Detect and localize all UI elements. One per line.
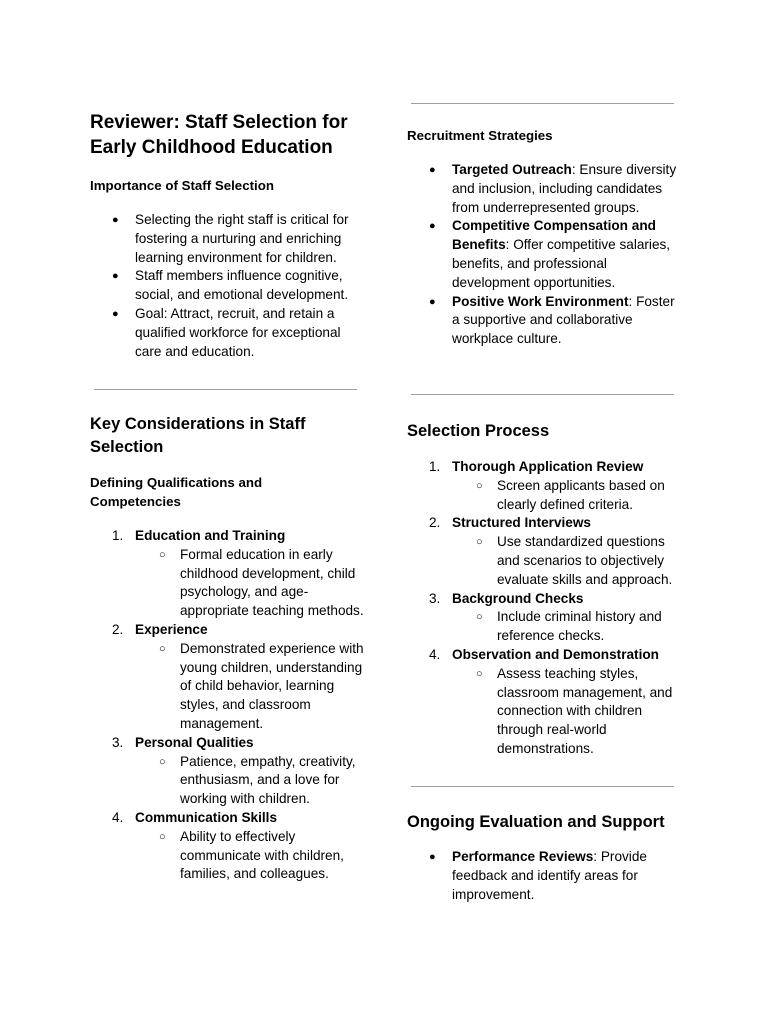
sub-item: ○ Include criminal history and reference checks. [452, 608, 682, 646]
item-text: : Offer competitive salaries, benefits, and professional development opportunities. [452, 237, 671, 290]
item-title: Targeted Outreach [452, 162, 572, 177]
list-item [407, 590, 682, 646]
page-title: Reviewer: Staff Selection for Early Childhood Education [90, 112, 348, 158]
qualifications-subheading: Defining Qualifications and Competencies [90, 475, 263, 509]
list-item [90, 809, 365, 884]
item-title: Personal Qualities [135, 734, 254, 750]
list-item: ● Selecting the right staff is critical for fostering a nurturing and enriching learning environment for children. [90, 211, 365, 267]
key-considerations-heading: Key Considerations in Staff Selection [90, 415, 306, 456]
sub-item: ○ Patience, empathy, creativity, enthusiasm, and a love for working with children. [135, 753, 365, 809]
item-title: Positive Work Environment [452, 293, 629, 309]
item-title: Observation and Demonstration [452, 646, 659, 662]
list-item [407, 293, 682, 349]
importance-heading: Importance of Staff Selection [90, 178, 274, 193]
item-number: 1. [112, 528, 124, 543]
item-title: Communication Skills [135, 809, 278, 825]
sub-item: ○ Assess teaching styles, classroom management, and connection with children through real-world demonstrations. [452, 665, 682, 759]
recruitment-list [407, 161, 682, 349]
list-item: ● Staff members influence cognitive, social, and emotional development. [90, 267, 365, 305]
selection-process-list [407, 458, 682, 759]
list-item [90, 734, 365, 809]
qualifications-list [90, 527, 365, 884]
divider [411, 394, 674, 395]
item-text: : Ensure diversity and inclusion, including candidates from underrepresented groups. [452, 162, 677, 215]
item-number: 3. [112, 734, 124, 750]
item-title: Background Checks [452, 590, 584, 606]
sub-item: ○ Use standardized questions and scenarios to objectively evaluate skills and approach. [452, 533, 682, 589]
ongoing-list [407, 848, 682, 904]
list-item [407, 161, 682, 217]
item-title: Thorough Application Review [452, 459, 644, 474]
sub-item: ○ Screen applicants based on clearly defined criteria. [452, 477, 682, 515]
item-title: Performance Reviews [452, 849, 594, 864]
item-text: : Provide feedback and identify areas for improvement. [452, 849, 647, 902]
divider [94, 389, 357, 390]
list-item [407, 217, 682, 292]
ongoing-evaluation-heading: Ongoing Evaluation and Support [407, 813, 665, 831]
list-item [407, 458, 682, 514]
list-item: ● Goal: Attract, recruit, and retain a qualified workforce for exceptional care and education. [90, 305, 365, 361]
item-title: Structured Interviews [452, 515, 591, 531]
importance-list [90, 211, 365, 361]
item-number: 3. [429, 590, 441, 606]
list-item [407, 848, 682, 904]
divider [411, 786, 674, 787]
item-number: 2. [429, 515, 441, 531]
item-text: : Foster a supportive and collaborative workplace culture. [452, 293, 675, 347]
item-title: Experience [135, 621, 208, 637]
sub-item: ○ Ability to effectively communicate with children, families, and colleagues. [135, 828, 365, 884]
item-number: 4. [112, 809, 124, 825]
item-number: 2. [112, 621, 124, 637]
selection-process-heading: Selection Process [407, 422, 550, 440]
list-item [407, 646, 682, 759]
list-item [90, 621, 365, 734]
item-number: 1. [429, 459, 441, 474]
list-item [90, 527, 365, 621]
recruitment-heading: Recruitment Strategies [407, 128, 553, 143]
item-title: Education and Training [135, 528, 286, 543]
sub-item: ○ Demonstrated experience with young children, understanding of child behavior, learning styles, and classroom management. [135, 640, 365, 734]
item-title: Competitive Compensation and Benefits [452, 218, 656, 253]
sub-item: ○ Formal education in early childhood development, child psychology, and age-appropriate teaching methods. [135, 546, 365, 621]
item-number: 4. [429, 646, 441, 662]
divider [411, 103, 674, 104]
list-item [407, 514, 682, 589]
